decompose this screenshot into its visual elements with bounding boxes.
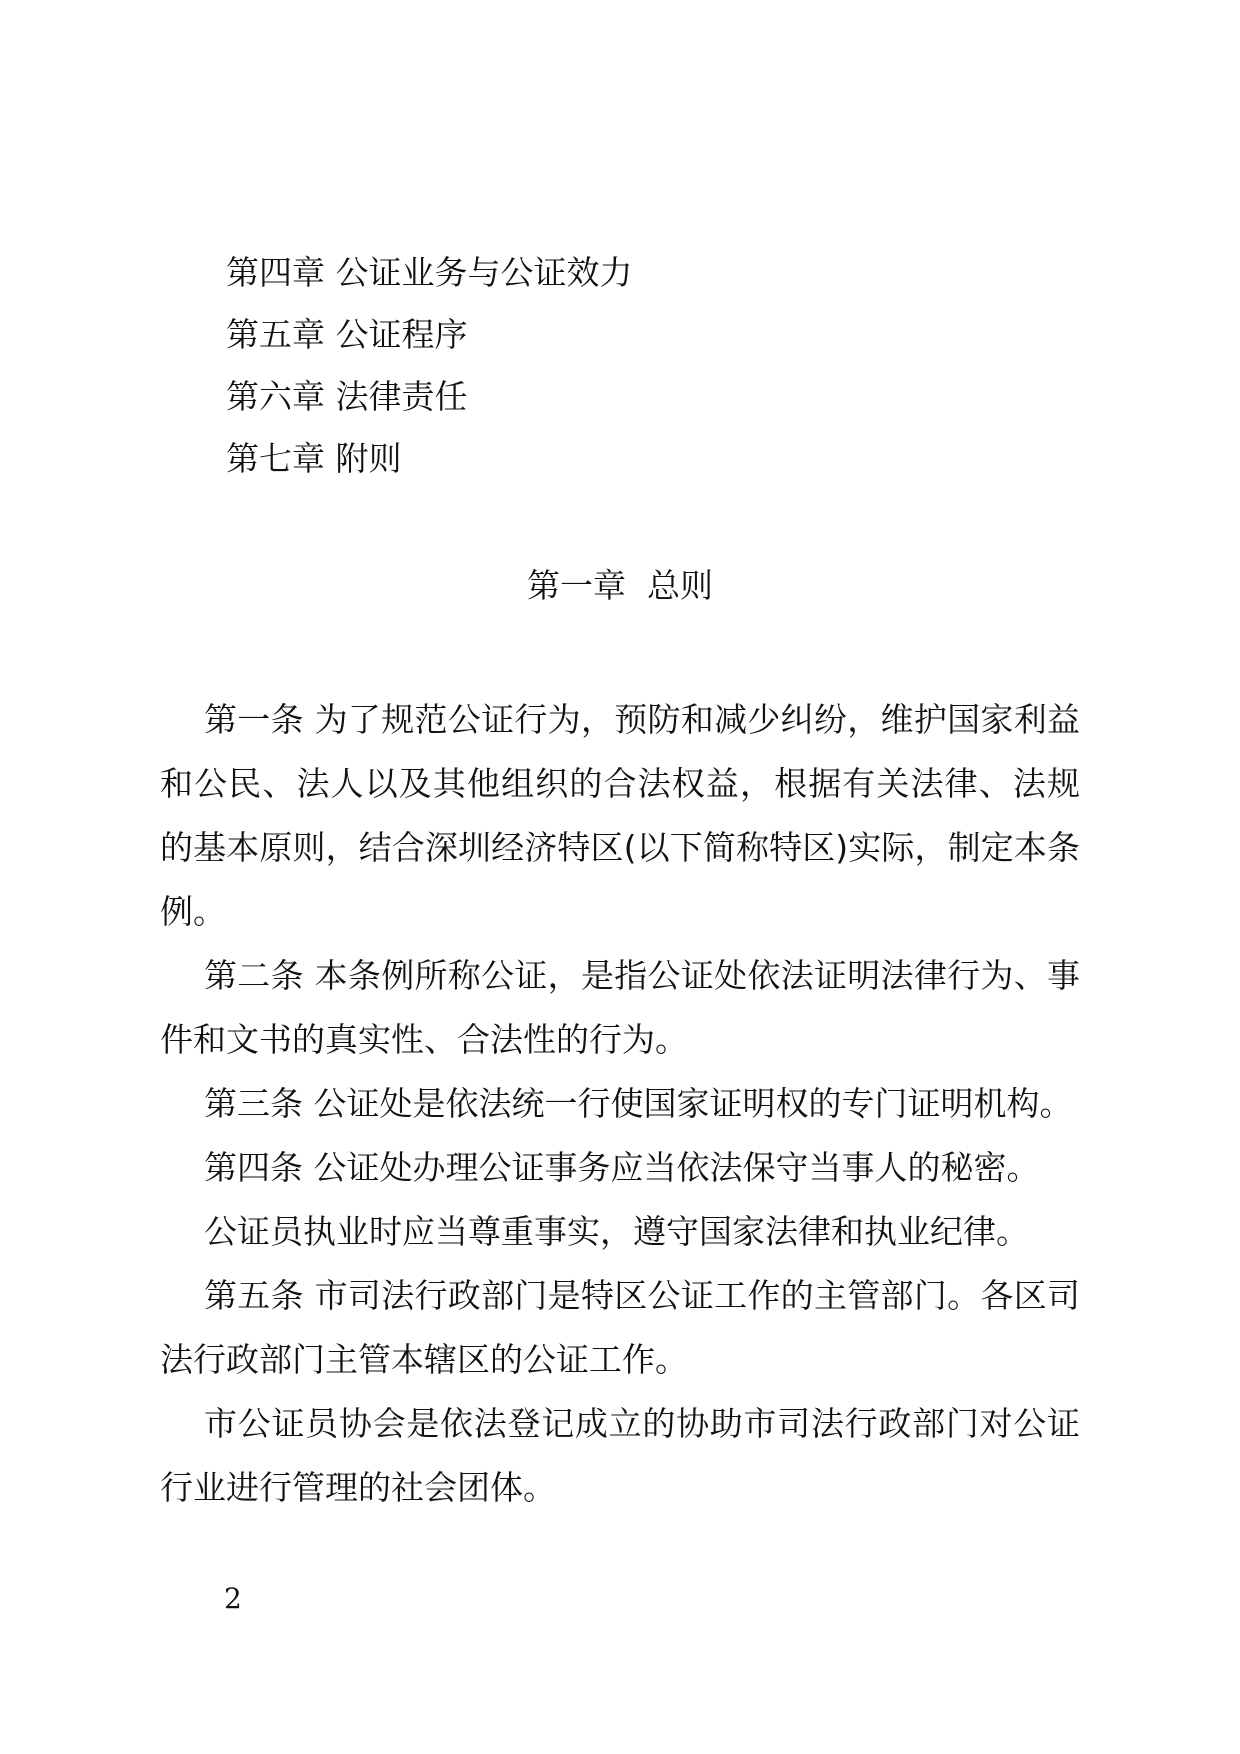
- chapter-body: [160, 688, 1080, 1520]
- chapter-title: 第一章 总则: [527, 566, 713, 605]
- article-5: 第五条 市司法行政部门是特区公证工作的主管部门。各区司法行政部门主管本辖区的公证工作。: [160, 1276, 1080, 1379]
- toc-item-chapter-4: 第四章 公证业务与公证效力: [226, 253, 633, 292]
- article-1: 第一条 为了规范公证行为，预防和减少纠纷，维护国家利益和公民、法人以及其他组织的合法权益，根据有关法律、法规的基本原则，结合深圳经济特区(以下简称特区)实际，制定本条例。: [160, 700, 1080, 931]
- toc-item-chapter-7: 第七章 附则: [226, 439, 402, 478]
- toc-item-chapter-5: 第五章 公证程序: [226, 315, 468, 354]
- article-2: 第二条 本条例所称公证，是指公证处依法证明法律行为、事件和文书的真实性、合法性的行为。: [160, 956, 1080, 1059]
- article-4-clause-2: 公证员执业时应当尊重事实，遵守国家法律和执业纪律。: [204, 1212, 1029, 1251]
- article-4: 第四条 公证处办理公证事务应当依法保守当事人的秘密。: [204, 1148, 1040, 1187]
- article-5-clause-2: 市公证员协会是依法登记成立的协助市司法行政部门对公证行业进行管理的社会团体。: [160, 1404, 1080, 1507]
- article-3: 第三条 公证处是依法统一行使国家证明权的专门证明机构。: [204, 1084, 1073, 1123]
- toc-item-chapter-6: 第六章 法律责任: [226, 377, 468, 416]
- page-number: 2: [224, 1582, 242, 1615]
- table-of-contents: [226, 243, 633, 491]
